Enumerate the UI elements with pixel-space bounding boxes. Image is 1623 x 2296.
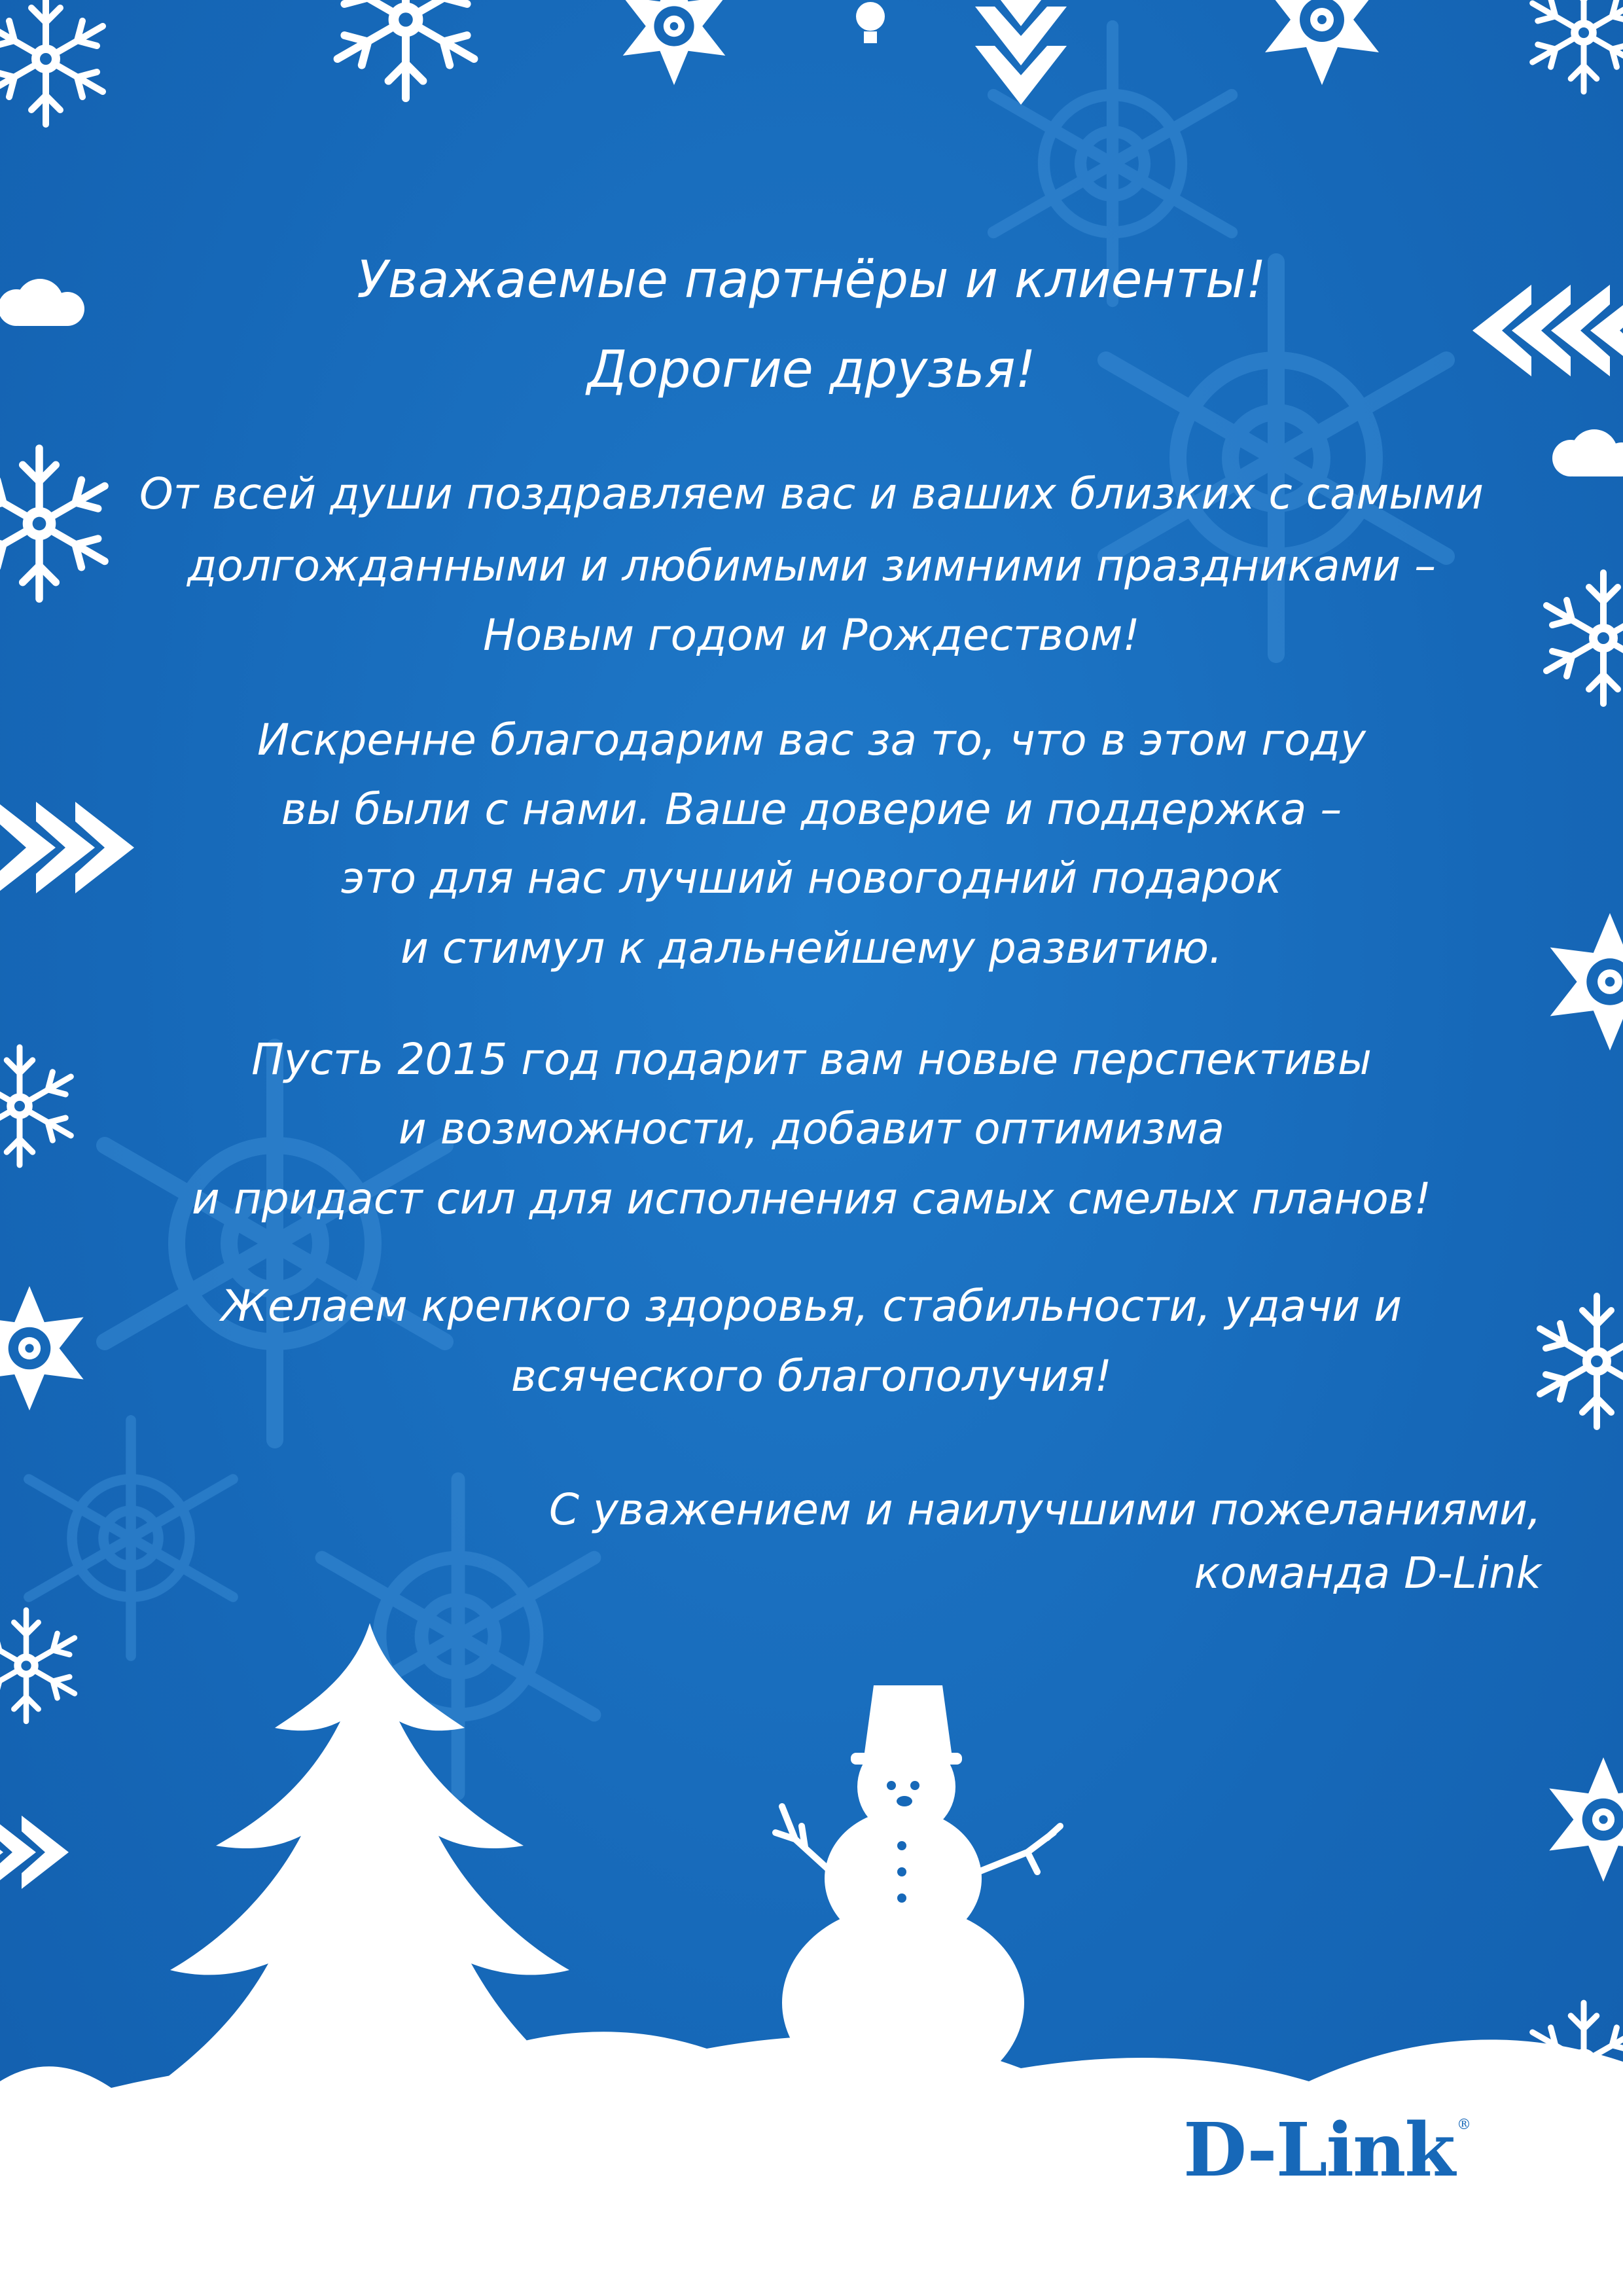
paragraph-1-line-3: Новым годом и Рождеством!	[483, 610, 1140, 660]
paragraph-4-line-2: всяческого благополучия!	[510, 1351, 1113, 1401]
paragraph-1-line-2: долгожданными и любимыми зимними праздниками –	[187, 541, 1436, 591]
paragraph-2-line-2: вы были с нами. Ваше доверие и поддержка –	[281, 784, 1342, 834]
paragraph-1-line-1: От всей души поздравляем вас и ваших близких с самыми	[139, 469, 1484, 519]
greeting-line-2: Дорогие друзья!	[587, 340, 1036, 399]
paragraph-3-line-3: и придаст сил для исполнения самых смелых планов!	[191, 1174, 1432, 1224]
paragraph-2-line-3: это для нас лучший новогодний подарок	[341, 853, 1282, 903]
paragraph-3-line-1: Пусть 2015 год подарит вам новые перспективы	[251, 1034, 1372, 1085]
logo-text: D-Link	[1183, 2108, 1455, 2193]
dlink-logo	[1183, 2108, 1471, 2193]
greeting-line-1: Уважаемые партнёры и клиенты!	[357, 251, 1266, 310]
paragraph-2-line-4: и стимул к дальнейшему развитию.	[400, 923, 1223, 973]
paragraph-4-line-1: Желаем крепкого здоровья, стабильности, удачи и	[221, 1281, 1402, 1331]
paragraph-3-line-2: и возможности, добавит оптимизма	[398, 1103, 1225, 1154]
registered-mark: ®	[1457, 2117, 1471, 2133]
paragraph-2-line-1: Искренне благодарим вас за то, что в этом году	[257, 715, 1366, 765]
signature-line-2: команда D-Link	[1194, 1548, 1541, 1598]
signature-line-1: С уважением и наилучшими пожеланиями,	[548, 1484, 1541, 1535]
